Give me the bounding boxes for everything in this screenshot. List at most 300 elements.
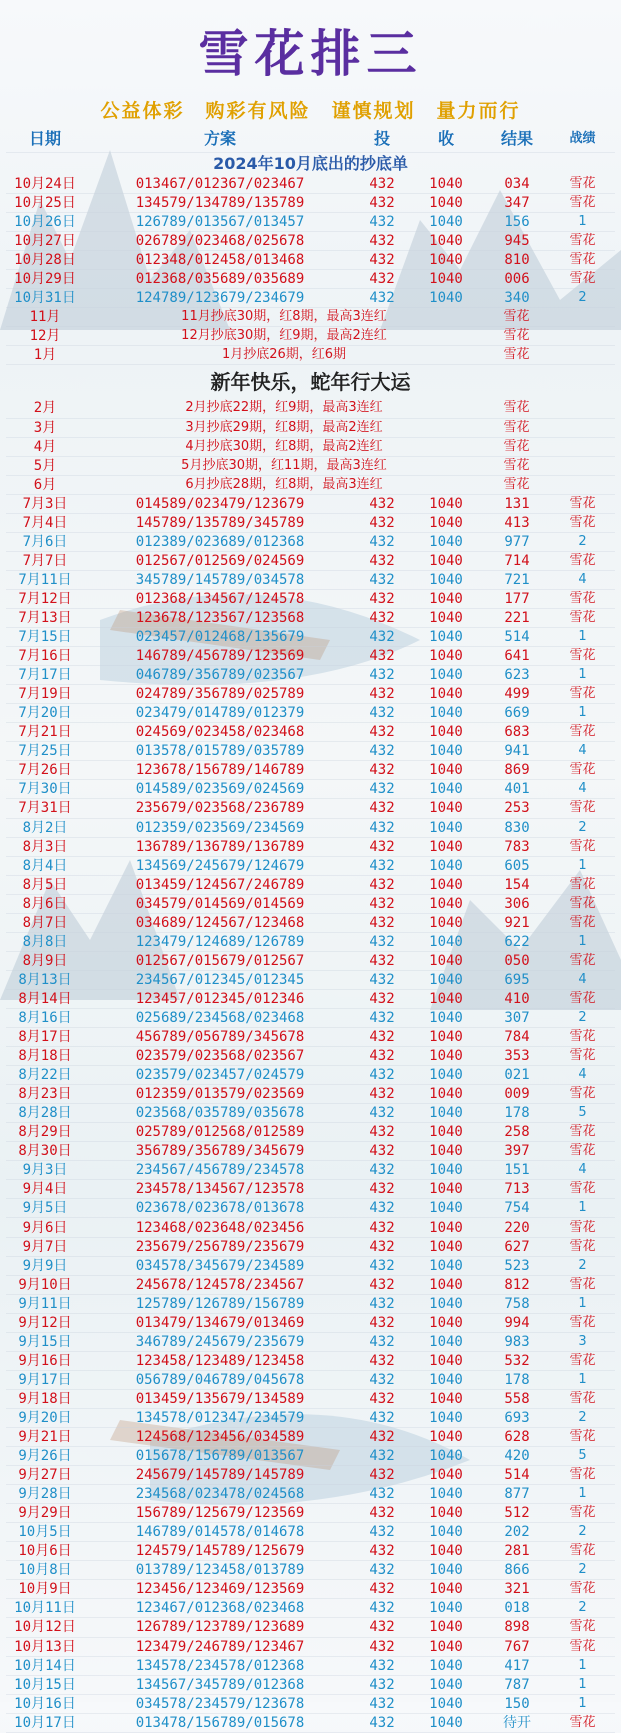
result-cell: 413 [504, 514, 530, 531]
result-cell: 281 [504, 1543, 530, 1560]
date-cell: 9月16日 [18, 1352, 72, 1369]
table-row [6, 647, 615, 666]
record-cell: 4 [578, 971, 587, 987]
win-cell: 1040 [429, 1638, 463, 1655]
record-cell: 5 [578, 1105, 587, 1121]
table-row [6, 1485, 615, 1504]
table-row [6, 1180, 615, 1199]
win-cell: 1040 [429, 876, 463, 893]
table-row [6, 876, 615, 895]
plan-cell: 013467/012367/023467 [135, 176, 305, 193]
result-cell: 721 [504, 571, 530, 588]
plan-cell: 012567/012569/024569 [135, 552, 305, 569]
bet-cell: 432 [369, 1638, 395, 1655]
table-row [6, 1218, 615, 1237]
result-cell: 869 [504, 762, 530, 779]
result-cell: 253 [504, 800, 530, 817]
bet-cell: 432 [369, 533, 395, 550]
record-cell: 1 [578, 1657, 587, 1673]
date-cell: 8月4日 [22, 857, 68, 874]
bet-cell: 432 [369, 1333, 395, 1350]
date-cell: 10月13日 [14, 1638, 76, 1655]
win-cell: 1040 [429, 667, 463, 684]
table-row [6, 495, 615, 514]
table-row [6, 251, 615, 270]
bet-cell: 432 [369, 1257, 395, 1274]
plan-cell: 026789/023468/025678 [135, 233, 305, 250]
record-cell: 2 [578, 1257, 587, 1273]
win-cell: 1040 [429, 1352, 463, 1369]
date-cell: 10月17日 [14, 1714, 76, 1731]
date-cell: 9月4日 [22, 1181, 68, 1198]
bet-cell: 432 [369, 1048, 395, 1065]
win-cell: 1040 [429, 971, 463, 988]
table-row [6, 723, 615, 742]
bet-cell: 432 [369, 1162, 395, 1179]
win-cell: 1040 [429, 1295, 463, 1312]
table-row [6, 666, 615, 685]
plan-cell: 136789/136789/136789 [135, 838, 305, 855]
summary-rows-a [6, 308, 615, 365]
summary-text: 2月抄底22期，红9期，最高3连红 [185, 400, 383, 416]
win-cell: 1040 [429, 1048, 463, 1065]
date-cell: 9月12日 [18, 1314, 72, 1331]
date-cell: 7月12日 [18, 590, 72, 607]
win-cell: 1040 [429, 1505, 463, 1522]
summary-rows-b [6, 399, 615, 494]
bet-cell: 432 [369, 667, 395, 684]
table-row [6, 780, 615, 799]
result-cell: 150 [504, 1695, 530, 1712]
bet-cell: 432 [369, 1314, 395, 1331]
table-row [6, 1257, 615, 1276]
plan-cell: 234567/012345/012345 [135, 971, 305, 988]
win-cell: 1040 [429, 1371, 463, 1388]
plan-cell: 146789/014578/014678 [135, 1524, 305, 1541]
bet-cell: 432 [369, 1600, 395, 1617]
bet-cell: 432 [369, 610, 395, 626]
date-cell: 7月25日 [18, 743, 72, 760]
bet-cell: 432 [369, 933, 395, 950]
bet-cell: 432 [369, 1467, 395, 1484]
record-cell: 雪花 [569, 176, 596, 192]
result-cell: 417 [504, 1657, 530, 1674]
result-cell: 151 [504, 1162, 530, 1179]
result-cell: 877 [504, 1486, 530, 1503]
plan-cell: 025789/012568/012589 [135, 1124, 305, 1141]
result-cell: 202 [504, 1524, 530, 1541]
record-cell: 5 [578, 1448, 587, 1464]
result-cell: 321 [504, 1581, 530, 1598]
win-cell: 1040 [429, 495, 463, 512]
bet-cell: 432 [369, 990, 395, 1007]
plan-cell: 124568/123456/034589 [135, 1429, 305, 1446]
plan-cell: 346789/245679/235679 [135, 1333, 305, 1350]
plan-cell: 234568/023478/024568 [135, 1486, 305, 1503]
result-cell: 307 [504, 1009, 530, 1026]
bet-cell: 432 [369, 914, 395, 931]
table-row [6, 1352, 615, 1371]
record-cell: 雪花 [569, 895, 596, 911]
plan-cell: 012567/015679/012567 [135, 952, 305, 969]
table-row [6, 704, 615, 723]
summary-row [6, 457, 615, 476]
record-cell: 雪花 [569, 1143, 596, 1159]
table-row [6, 685, 615, 704]
date-cell: 9月15日 [18, 1333, 72, 1350]
record-cell: 雪花 [569, 514, 596, 530]
table-row [6, 1580, 615, 1599]
result-cell: 994 [504, 1314, 530, 1331]
bet-cell: 432 [369, 1581, 395, 1598]
result-cell: 154 [504, 876, 530, 893]
win-cell: 1040 [429, 800, 463, 817]
plan-cell: 034578/234579/123678 [135, 1695, 305, 1712]
win-cell: 1040 [429, 195, 463, 212]
result-cell: 420 [504, 1448, 530, 1465]
bet-cell: 432 [369, 1619, 395, 1636]
win-cell: 1040 [429, 838, 463, 855]
bet-cell: 432 [369, 252, 395, 269]
win-cell: 1040 [429, 990, 463, 1007]
table-row [6, 1542, 615, 1561]
date-cell: 7月21日 [18, 724, 72, 741]
date-cell: 7月3日 [22, 495, 68, 512]
date-cell: 9月10日 [18, 1276, 72, 1293]
table-row [6, 761, 615, 780]
plan-cell: 023579/023457/024579 [135, 1067, 305, 1084]
result-cell: 695 [504, 971, 530, 988]
plan-cell: 012359/013579/023569 [135, 1086, 305, 1103]
record-cell: 2 [578, 1600, 587, 1616]
win-cell: 1040 [429, 1219, 463, 1236]
record-cell: 雪花 [569, 1543, 596, 1559]
plan-cell: 145789/135789/345789 [135, 514, 305, 531]
bet-cell: 432 [369, 1371, 395, 1388]
record-cell: 1 [578, 1200, 587, 1216]
plan-cell: 345789/145789/034578 [135, 571, 305, 588]
record-cell: 1 [578, 1676, 587, 1692]
record-cell: 雪花 [569, 838, 596, 854]
table-row [6, 990, 615, 1009]
record-cell: 雪花 [569, 1638, 596, 1654]
bet-cell: 432 [369, 495, 395, 512]
record-cell: 雪花 [569, 1181, 596, 1197]
plan-cell: 134578/012347/234579 [135, 1409, 305, 1426]
result-cell: 983 [504, 1333, 530, 1350]
date-cell: 9月9日 [22, 1257, 68, 1274]
plan-cell: 015678/156789/013567 [135, 1448, 305, 1465]
date-cell: 8月5日 [22, 876, 68, 893]
date-cell: 8月9日 [22, 952, 68, 969]
plan-cell: 023479/014789/012379 [135, 705, 305, 722]
bet-cell: 432 [369, 1429, 395, 1446]
date-cell: 1月 [33, 347, 57, 364]
result-cell: 523 [504, 1257, 530, 1274]
table-row [6, 1009, 615, 1028]
result-cell: 693 [504, 1409, 530, 1426]
win-cell: 1040 [429, 952, 463, 969]
plan-cell: 013479/134679/013469 [135, 1314, 305, 1331]
plan-cell: 012359/023569/234569 [135, 819, 305, 836]
record-cell: 雪花 [503, 400, 530, 416]
date-cell: 7月6日 [22, 533, 68, 550]
plan-cell: 023678/023678/013678 [135, 1200, 305, 1217]
plan-cell: 146789/456789/123569 [135, 648, 305, 665]
date-cell: 8月7日 [22, 914, 68, 931]
record-cell: 雪花 [569, 610, 596, 625]
win-cell: 1040 [429, 1429, 463, 1446]
table-row [6, 213, 615, 232]
plan-cell: 012389/023689/012368 [135, 533, 305, 550]
result-cell: 641 [504, 648, 530, 665]
plan-cell: 126789/123789/123689 [135, 1619, 305, 1636]
date-cell: 10月8日 [18, 1562, 72, 1579]
bet-cell: 432 [369, 838, 395, 855]
record-cell: 1 [578, 705, 587, 721]
date-cell: 8月2日 [22, 819, 68, 836]
table-row [6, 1314, 615, 1333]
date-cell: 10月12日 [14, 1619, 76, 1636]
table-row [6, 1161, 615, 1180]
summary-text: 4月抄底30期，红8期，最高2连红 [185, 438, 383, 454]
date-cell: 8月29日 [18, 1124, 72, 1141]
table-row [6, 1523, 615, 1542]
result-cell: 131 [504, 495, 530, 512]
record-cell: 1 [578, 214, 587, 230]
summary-row [6, 346, 615, 365]
table-row [6, 1238, 615, 1257]
date-cell: 9月28日 [18, 1486, 72, 1503]
result-cell: 898 [504, 1619, 530, 1636]
bet-cell: 432 [369, 1390, 395, 1407]
record-cell: 雪花 [569, 800, 596, 816]
date-cell: 10月26日 [14, 214, 76, 231]
date-cell: 7月31日 [18, 800, 72, 817]
plan-cell: 123458/123489/123458 [135, 1352, 305, 1369]
table-row [6, 1028, 615, 1047]
win-cell: 1040 [429, 1067, 463, 1084]
record-cell: 雪花 [569, 648, 596, 664]
record-cell: 雪花 [569, 686, 596, 702]
result-cell: 353 [504, 1048, 530, 1065]
date-cell: 7月26日 [18, 762, 72, 779]
win-cell: 1040 [429, 1524, 463, 1541]
bet-cell: 432 [369, 1029, 395, 1046]
date-cell: 8月23日 [18, 1086, 72, 1103]
result-cell: 605 [504, 857, 530, 874]
record-cell: 雪花 [569, 1314, 596, 1330]
win-cell: 1040 [429, 1714, 463, 1731]
date-cell: 10月31日 [14, 290, 76, 307]
record-cell: 雪花 [569, 952, 596, 968]
record-cell: 4 [578, 781, 587, 797]
win-cell: 1040 [429, 1009, 463, 1026]
record-cell: 雪花 [569, 1467, 596, 1483]
table-row [6, 514, 615, 533]
table-row [6, 270, 615, 289]
result-cell: 623 [504, 667, 530, 684]
plan-cell: 456789/056789/345678 [135, 1029, 305, 1046]
date-cell: 10月28日 [14, 252, 76, 269]
record-cell: 2 [578, 1409, 587, 1425]
win-cell: 1040 [429, 743, 463, 760]
win-cell: 1040 [429, 1448, 463, 1465]
bet-cell: 432 [369, 1143, 395, 1160]
result-cell: 177 [504, 590, 530, 607]
win-cell: 1040 [429, 176, 463, 193]
plan-cell: 234567/456789/234578 [135, 1162, 305, 1179]
table-row [6, 232, 615, 251]
plan-cell: 123678/156789/146789 [135, 762, 305, 779]
win-cell: 1040 [429, 895, 463, 912]
result-cell: 258 [504, 1124, 530, 1141]
summary-row [6, 438, 615, 457]
plan-cell: 123479/124689/126789 [135, 933, 305, 950]
win-cell: 1040 [429, 1314, 463, 1331]
record-cell: 雪花 [569, 1352, 596, 1368]
record-cell: 雪花 [569, 195, 596, 211]
record-cell: 雪花 [569, 271, 596, 287]
result-cell: 006 [504, 271, 530, 288]
win-cell: 1040 [429, 724, 463, 741]
record-cell: 1 [578, 1695, 587, 1711]
result-cell: 220 [504, 1219, 530, 1236]
win-cell: 1040 [429, 1562, 463, 1579]
record-cell: 雪花 [503, 438, 530, 454]
bet-cell: 432 [369, 1200, 395, 1217]
record-cell: 雪花 [569, 1086, 596, 1102]
result-cell: 783 [504, 838, 530, 855]
plan-cell: 134569/245679/124679 [135, 857, 305, 874]
record-cell: 1 [578, 1371, 587, 1387]
date-cell: 8月3日 [22, 838, 68, 855]
bet-cell: 432 [369, 1695, 395, 1712]
win-cell: 1040 [429, 1162, 463, 1179]
plan-cell: 023457/012468/135679 [135, 629, 305, 646]
record-cell: 雪花 [503, 457, 530, 473]
table-header [6, 126, 615, 153]
result-cell: 178 [504, 1105, 530, 1122]
table-row [6, 1085, 615, 1104]
plan-cell: 013478/156789/015678 [135, 1714, 305, 1731]
win-cell: 1040 [429, 571, 463, 588]
result-cell: 767 [504, 1638, 530, 1655]
plan-cell: 014589/023569/024569 [135, 781, 305, 798]
page-title: 雪花排三 [198, 24, 423, 83]
date-cell: 2月 [33, 400, 57, 417]
record-cell: 雪花 [503, 328, 530, 344]
record-cell: 雪花 [569, 1581, 596, 1597]
win-cell: 1040 [429, 290, 463, 307]
win-cell: 1040 [429, 271, 463, 288]
summary-text: 11月抄底30期，红8期，最高3连红 [181, 309, 387, 325]
win-cell: 1040 [429, 648, 463, 665]
result-cell: 812 [504, 1276, 530, 1293]
bet-cell: 432 [369, 176, 395, 193]
plan-cell: 245679/145789/145789 [135, 1467, 305, 1484]
plan-cell: 126789/013567/013457 [135, 214, 305, 231]
bet-cell: 432 [369, 857, 395, 874]
record-cell: 雪花 [503, 476, 530, 492]
date-cell: 9月20日 [18, 1409, 72, 1426]
date-cell: 7月15日 [18, 629, 72, 646]
bet-cell: 432 [369, 552, 395, 569]
table-row [6, 628, 615, 647]
plan-cell: 034689/124567/123468 [135, 914, 305, 931]
result-cell: 499 [504, 686, 530, 703]
bet-cell: 432 [369, 1714, 395, 1731]
date-cell: 7月4日 [22, 514, 68, 531]
result-cell: 921 [504, 914, 530, 931]
result-cell: 941 [504, 743, 530, 760]
result-cell: 977 [504, 533, 530, 550]
win-cell: 1040 [429, 933, 463, 950]
win-cell: 1040 [429, 1181, 463, 1198]
win-cell: 1040 [429, 1124, 463, 1141]
date-cell: 10月16日 [14, 1695, 76, 1712]
summary-row [6, 327, 615, 346]
date-cell: 8月13日 [18, 971, 72, 988]
win-cell: 1040 [429, 533, 463, 550]
win-cell: 1040 [429, 1695, 463, 1712]
table-row [6, 857, 615, 876]
plan-cell: 124579/145789/125679 [135, 1543, 305, 1560]
table-row [6, 609, 615, 628]
table-row [6, 1618, 615, 1637]
record-cell: 雪花 [569, 876, 596, 892]
bet-cell: 432 [369, 195, 395, 212]
plan-cell: 123456/123469/123569 [135, 1581, 305, 1598]
table-row [6, 1409, 615, 1428]
date-cell: 5月 [33, 457, 57, 474]
result-cell: 810 [504, 252, 530, 269]
plan-cell: 235679/023568/236789 [135, 800, 305, 817]
record-cell: 3 [578, 1333, 587, 1349]
header-plan: 方案 [203, 129, 236, 148]
plan-cell: 125789/126789/156789 [135, 1295, 305, 1312]
table-row [6, 1504, 615, 1523]
header-result: 结果 [500, 129, 533, 148]
plan-cell: 134567/345789/012368 [135, 1676, 305, 1693]
result-cell: 627 [504, 1238, 530, 1255]
win-cell: 1040 [429, 1676, 463, 1693]
win-cell: 1040 [429, 914, 463, 931]
table-row [6, 1066, 615, 1085]
win-cell: 1040 [429, 1619, 463, 1636]
date-cell: 10月25日 [14, 195, 76, 212]
win-cell: 1040 [429, 252, 463, 269]
win-cell: 1040 [429, 1467, 463, 1484]
date-cell: 9月3日 [22, 1162, 68, 1179]
bet-cell: 432 [369, 648, 395, 665]
table-row [6, 1561, 615, 1580]
bet-cell: 432 [369, 1657, 395, 1674]
date-cell: 7月20日 [18, 705, 72, 722]
bet-cell: 432 [369, 971, 395, 988]
bet-cell: 432 [369, 233, 395, 250]
win-cell: 1040 [429, 1257, 463, 1274]
result-cell: 683 [504, 724, 530, 741]
result-cell: 866 [504, 1562, 530, 1579]
header-bet: 投 [373, 129, 390, 148]
plan-cell: 024569/023458/023468 [135, 724, 305, 741]
result-cell: 787 [504, 1676, 530, 1693]
summary-row [6, 308, 615, 327]
record-cell: 雪花 [569, 1429, 596, 1445]
table-row [6, 552, 615, 571]
bet-cell: 432 [369, 800, 395, 817]
